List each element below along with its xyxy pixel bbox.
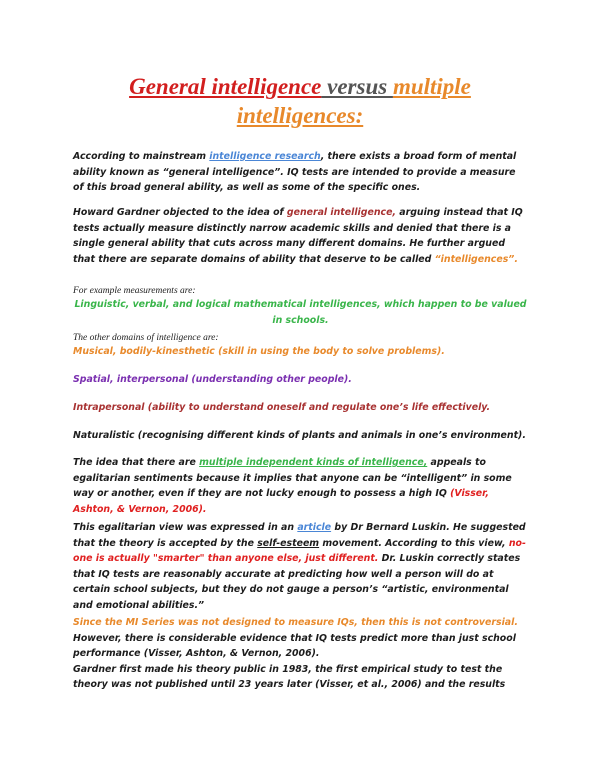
- p3-text-a: The idea that there are: [73, 457, 200, 468]
- intelligences-highlight: “intelligences”.: [434, 253, 518, 265]
- p5-text-b: Gardner first made his theory public in 1983, the first empirical study to test the theory was not published until 23 years later (Visser, et al., 2006) and the results: [73, 663, 506, 690]
- p4-text-d: Dr. Luskin correctly states that IQ tests are reasonably accurate at predicting how well a person will do at certain school subjects, but they do not gauge a person’s “artistic, environmental and emotional abilities.”: [73, 553, 521, 611]
- paragraph-mi-series: [73, 615, 528, 693]
- no-one-smarter-highlight: no-one is actually "smarter" than anyone else, just different.: [73, 537, 526, 564]
- other-domains-label: The other domains of intelligence are:: [73, 333, 219, 343]
- examples-label: For example measurements are:: [73, 286, 196, 296]
- mi-series-highlight: Since the MI Series was not designed to measure IQs, then this is not controversial.: [73, 617, 518, 628]
- page-title: [70, 72, 530, 130]
- p4-text-a: This egalitarian view was expressed in an: [73, 522, 298, 533]
- p1-text-b: , there exists a broad form of mental ability known as “general intelligence”. IQ tests are intended to provide a measure of this broad general ability, as well as some of the specific ones.: [73, 151, 517, 193]
- domain-intrapersonal: Intrapersonal (ability to understand oneself and regulate one’s life effectively.: [73, 402, 491, 413]
- domain-musical: Musical, bodily-kinesthetic (skill in using the body to solve problems).: [73, 346, 445, 357]
- p1-text-a: According to mainstream: [73, 151, 210, 162]
- p2-text-a: Howard Gardner objected to the idea of: [73, 207, 287, 218]
- multiple-intelligence-link[interactable]: multiple independent kinds of intelligence,: [199, 457, 428, 468]
- intelligence-research-link[interactable]: intelligence research: [209, 151, 321, 162]
- examples-text: Linguistic, verbal, and logical mathematical intelligences, which happen to be valued in schools.: [74, 299, 527, 326]
- title-multiple: multiple: [392, 74, 471, 99]
- visser-citation: (Visser, Ashton, & Vernon, 2006).: [73, 488, 489, 515]
- paragraph-egalitarian: [73, 455, 528, 517]
- general-intelligence-highlight: general intelligence,: [286, 207, 396, 218]
- title-intelligences: intelligences:: [236, 103, 364, 128]
- title-versus: versus: [321, 74, 393, 99]
- p2-text-b: arguing instead that IQ tests actually measure distinctly narrow academic skills and denied that there is a single general ability that cuts across many different domains. He further argued that there are separate domains of ability that deserve to be called: [73, 207, 523, 265]
- paragraph-luskin: [73, 520, 528, 613]
- paragraph-gardner: [73, 205, 528, 267]
- self-esteem-link[interactable]: self-esteem: [257, 537, 320, 549]
- domain-naturalistic: Naturalistic (recognising different kinds of plants and animals in one’s environment).: [73, 430, 526, 441]
- p4-text-b: by Dr Bernard Luskin. He suggested that the theory is accepted by the: [73, 522, 526, 549]
- paragraph-mainstream: [73, 149, 528, 196]
- p4-text-c: movement. According to this view,: [319, 537, 509, 549]
- p3-text-b: appeals to egalitarian sentiments because it implies that anyone can be “intelligent” in some way or another, even if they are not lucky enough to possess a high IQ: [73, 457, 512, 499]
- title-general-intelligence: General intelligence: [129, 74, 322, 99]
- p5-text-a: However, there is considerable evidence that IQ tests predict more than just school performance (Visser, Ashton, & Vernon, 2006).: [73, 632, 516, 659]
- domain-spatial: Spatial, interpersonal (understanding other people).: [73, 374, 352, 385]
- article-link[interactable]: article: [297, 522, 332, 533]
